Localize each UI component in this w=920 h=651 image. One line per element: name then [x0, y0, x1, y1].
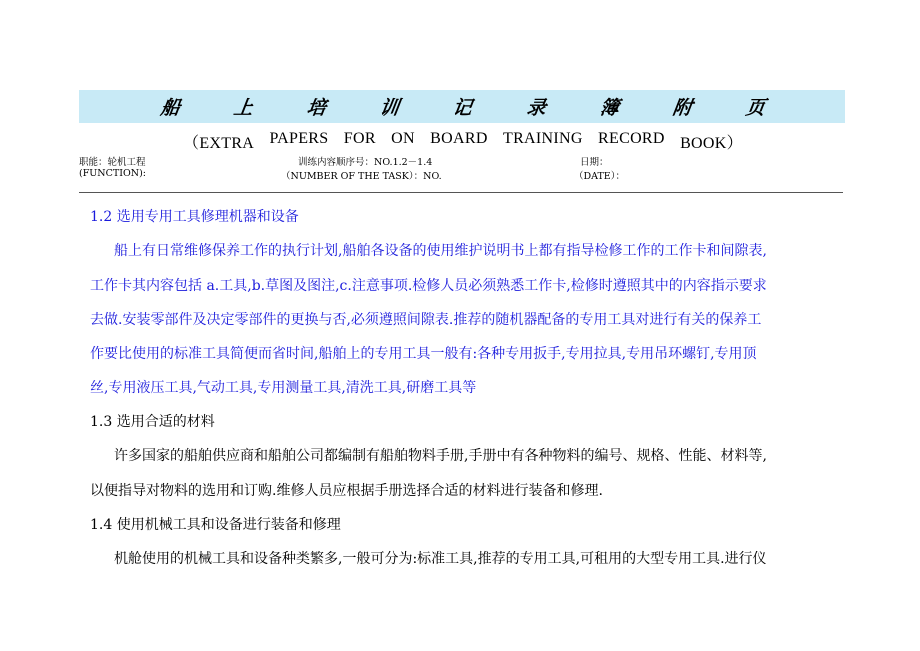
task-number-label: 训练内容顺序号：NO.1.2－1.4 [298, 157, 433, 168]
section-heading-1-3: 1.3 选用合适的材料 [90, 414, 215, 430]
page-title [79, 90, 845, 123]
title-char: 培 [305, 97, 328, 119]
date-label-en: （DATE）： [574, 171, 625, 182]
subtitle-word: FOR [343, 130, 376, 147]
title-char: 船 [159, 97, 182, 119]
title-char: 录 [524, 97, 547, 119]
subtitle-word: （EXTRA [183, 135, 255, 152]
subtitle-word: TRAINING [503, 130, 583, 147]
paragraph-line: 船上有日常维修保养工作的执行计划,船舶各设备的使用维护说明书上都有指导检修工作的工作卡和间隙表, [114, 243, 767, 259]
subtitle-word: RECORD [598, 130, 665, 147]
subtitle-word: PAPERS [269, 130, 329, 147]
title-char: 上 [232, 97, 255, 119]
title-char: 记 [451, 97, 474, 119]
subtitle-word: BOOK） [680, 135, 743, 152]
function-label: 职能：轮机工程 [79, 157, 146, 168]
paragraph-line: 工作卡其内容包括 a.工具,b.草图及图注,c.注意事项.检修人员必须熟悉工作卡,检修时遵照其中的内容指示要求 [90, 278, 767, 294]
paragraph-line: 以便指导对物料的选用和订购.维修人员应根据手册选择合适的材料进行装备和修理. [90, 483, 603, 499]
paragraph-line: 去做.安装零部件及决定零部件的更换与否,必须遵照间隙表.推荐的随机器配备的专用工具对进行有关的保养工 [90, 312, 762, 328]
title-char: 训 [378, 97, 401, 119]
title-char: 附 [671, 97, 694, 119]
english-subtitle [183, 130, 743, 153]
paragraph-line: 作要比使用的标准工具简便而省时间,船舶上的专用工具一般有:各种专用扳手,专用拉具,专用吊环螺钉,专用顶 [90, 346, 757, 362]
section-heading-1-4: 1.4 使用机械工具和设备进行装备和修理 [90, 517, 341, 533]
paragraph-line: 许多国家的船舶供应商和船舶公司都编制有船舶物料手册,手册中有各种物料的编号、规格、性能、材料等, [114, 448, 767, 464]
title-char: 簿 [597, 97, 621, 119]
paragraph-line: 丝,专用液压工具,气动工具,专用测量工具,清洗工具,研磨工具等 [90, 380, 477, 396]
section-heading-1-2: 1.2 选用专用工具修理机器和设备 [90, 209, 299, 225]
task-number-label-en: （NUMBER OF THE TASK）：NO. [281, 171, 442, 182]
title-banner [79, 90, 845, 123]
subtitle-word: ON [391, 130, 415, 147]
date-label: 日期： [580, 157, 609, 168]
title-char: 页 [744, 97, 767, 119]
function-label-en: (FUNCTION): [79, 168, 146, 179]
paragraph-line: 机舱使用的机械工具和设备种类繁多,一般可分为:标准工具,推荐的专用工具,可租用的大型专用工具.进行仪 [114, 551, 767, 567]
subtitle-word: BOARD [430, 130, 488, 147]
header-divider [79, 192, 843, 193]
